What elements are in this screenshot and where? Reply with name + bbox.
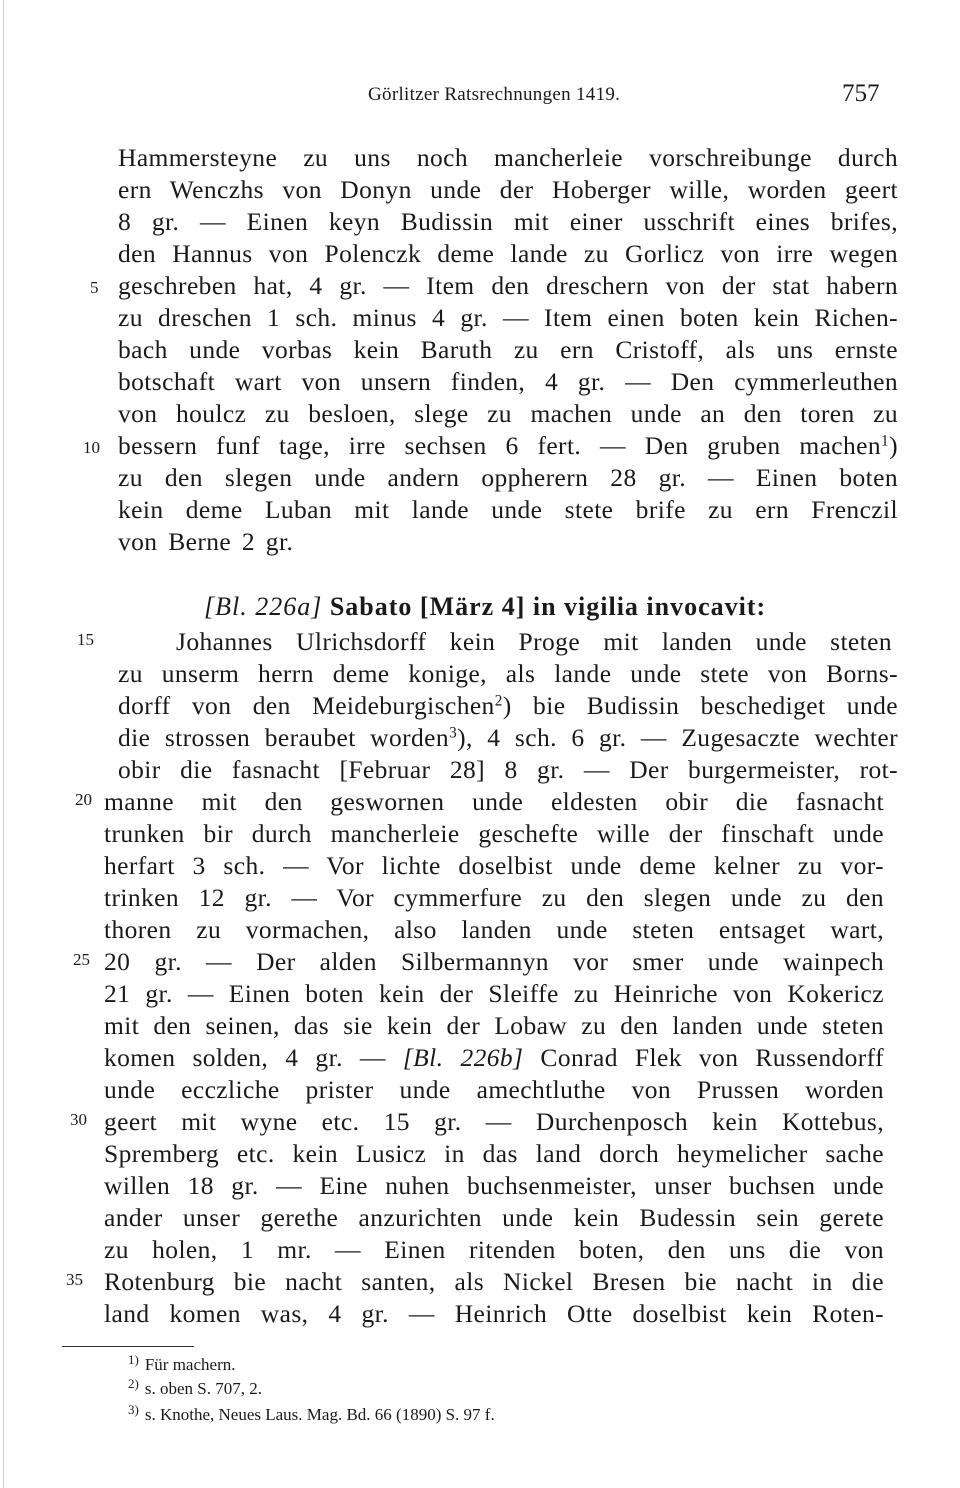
text-line: trinken 12 gr. — Vor cymmerfure zu den slegen unde zu den — [104, 883, 884, 912]
running-title: Görlitzer Ratsrechnungen 1419. — [368, 84, 621, 105]
margin-line-number: 15 — [77, 630, 94, 649]
text-line: zu holen, 1 mr. — Einen ritenden boten, den uns die von — [104, 1235, 884, 1264]
text-line: ern Wenczhs von Donyn unde der Hoberger wille, worden geert — [118, 175, 898, 204]
text-line: thoren zu vormachen, also landen unde steten entsaget wart, — [104, 915, 884, 944]
folio-reference: [Bl. 226b] — [402, 1043, 524, 1072]
text-line: botschaft wart von unsern finden, 4 gr. — Den cymmerleuthen — [118, 367, 898, 396]
footnote — [128, 1398, 495, 1422]
page-edge-line — [3, 0, 4, 1488]
text-segment: Conrad Flek von Russendorff — [523, 1043, 884, 1072]
footnote-reference: 3 — [449, 724, 458, 742]
text-line: willen 18 gr. — Eine nuhen buchsenmeister, unser buchsen unde — [104, 1171, 884, 1200]
text-segment: die strossen beraubet worden — [118, 723, 450, 752]
margin-line-number: 5 — [90, 278, 99, 297]
footnote-text: s. oben S. 707, 2. — [144, 1379, 262, 1398]
text-line: 8 gr. — Einen keyn Budissin mit einer usschrift eines brifes, — [118, 207, 898, 236]
text-segment: komen solden, 4 gr. — — [104, 1043, 403, 1072]
margin-line-number: 35 — [66, 1270, 83, 1289]
text-line: bach unde vorbas kein Baruth zu ern Cristoff, als uns ernste — [118, 335, 898, 364]
footnote — [128, 1372, 262, 1396]
text-line: obir die fasnacht [Februar 28] 8 gr. — Der burgermeister, rot- — [118, 755, 898, 784]
text-line: von Berne 2 gr. — [118, 527, 294, 556]
footnote-text: Für machern. — [144, 1355, 236, 1374]
text-line: Johannes Ulrichsdorff kein Proge mit landen unde steten — [176, 627, 892, 656]
text-line: zu dreschen 1 sch. minus 4 gr. — Item einen boten kein Richen- — [118, 303, 898, 332]
text-line: manne mit den geswornen unde eldesten obir die fasnacht — [104, 787, 884, 816]
text-line: Spremberg etc. kein Lusicz in das land dorch heymelicher sache — [104, 1139, 884, 1168]
footnote-mark: 2) — [128, 1376, 139, 1391]
text-line: herfart 3 sch. — Vor lichte doselbist unde deme kelner zu vor- — [104, 851, 884, 880]
footnote-divider — [62, 1346, 194, 1347]
text-line: zu den slegen unde andern oppherern 28 gr. — Einen boten — [118, 463, 898, 492]
text-segment: dorff von den Meideburgischen — [118, 691, 495, 720]
text-line: land komen was, 4 gr. — Heinrich Otte doselbist kein Roten- — [104, 1299, 884, 1328]
footnote-reference: 1 — [881, 432, 890, 450]
text-line: von houlcz zu besloen, slege zu machen unde an den toren zu — [118, 399, 898, 428]
text-line: den Hannus von Polenczk deme lande zu Gorlicz von irre wegen — [118, 239, 898, 268]
entry-date: Sabato [März 4] in vigilia invocavit: — [329, 592, 767, 621]
folio-reference: [Bl. 226a] — [204, 592, 323, 621]
page-number: 757 — [842, 80, 880, 107]
text-line: mit den seinen, das sie kein der Lobaw zu den landen unde steten — [104, 1011, 884, 1040]
margin-line-number: 25 — [73, 950, 90, 969]
entry-heading — [204, 589, 844, 625]
text-line: unde ecczliche prister unde amechtluthe von Prussen worden — [104, 1075, 884, 1104]
text-line: 21 gr. — Einen boten kein der Sleiffe zu Heinriche von Kokericz — [104, 979, 884, 1008]
text-line: Rotenburg bie nacht santen, als Nickel Bresen bie nacht in die — [104, 1267, 884, 1296]
margin-line-number: 10 — [83, 438, 100, 457]
text-line: 20 gr. — Der alden Silbermannyn vor smer unde wainpech — [104, 947, 884, 976]
margin-line-number: 20 — [75, 790, 92, 809]
margin-line-number: 30 — [70, 1110, 87, 1129]
text-line: zu unserm herrn deme konige, als lande unde stete von Borns- — [118, 659, 898, 688]
text-segment: ) bie Budissin beschediget unde — [502, 691, 898, 720]
text-line: ander unser gerethe anzurichten unde kein Budessin sein gerete — [104, 1203, 884, 1232]
text-line — [118, 430, 898, 462]
text-line — [118, 722, 898, 754]
text-segment: ) — [889, 431, 898, 460]
footnote-text: s. Knothe, Neues Laus. Mag. Bd. 66 (1890) S. 97 f. — [144, 1405, 495, 1424]
text-line: trunken bir durch mancherleie geschefte wille der finschaft unde — [104, 819, 884, 848]
text-segment: ), 4 sch. 6 gr. — Zugesaczte wechter — [457, 723, 898, 752]
text-line: kein deme Luban mit lande unde stete brife zu ern Frenczil — [118, 495, 898, 524]
running-head — [0, 80, 960, 114]
text-line — [118, 690, 898, 722]
text-segment: bessern funf tage, irre sechsen 6 fert. — Den gruben machen — [118, 431, 882, 460]
text-line: Hammersteyne zu uns noch mancherleie vorschreibunge durch — [118, 143, 898, 172]
footnote — [128, 1348, 235, 1372]
footnote-mark: 1) — [128, 1352, 139, 1367]
text-line: geschreben hat, 4 gr. — Item den dreschern von der stat habern — [118, 271, 898, 300]
footnote-mark: 3) — [128, 1402, 139, 1417]
footnote-reference: 2 — [494, 692, 503, 710]
text-line — [104, 1042, 884, 1074]
text-line: geert mit wyne etc. 15 gr. — Durchenposch kein Kottebus, — [104, 1107, 884, 1136]
